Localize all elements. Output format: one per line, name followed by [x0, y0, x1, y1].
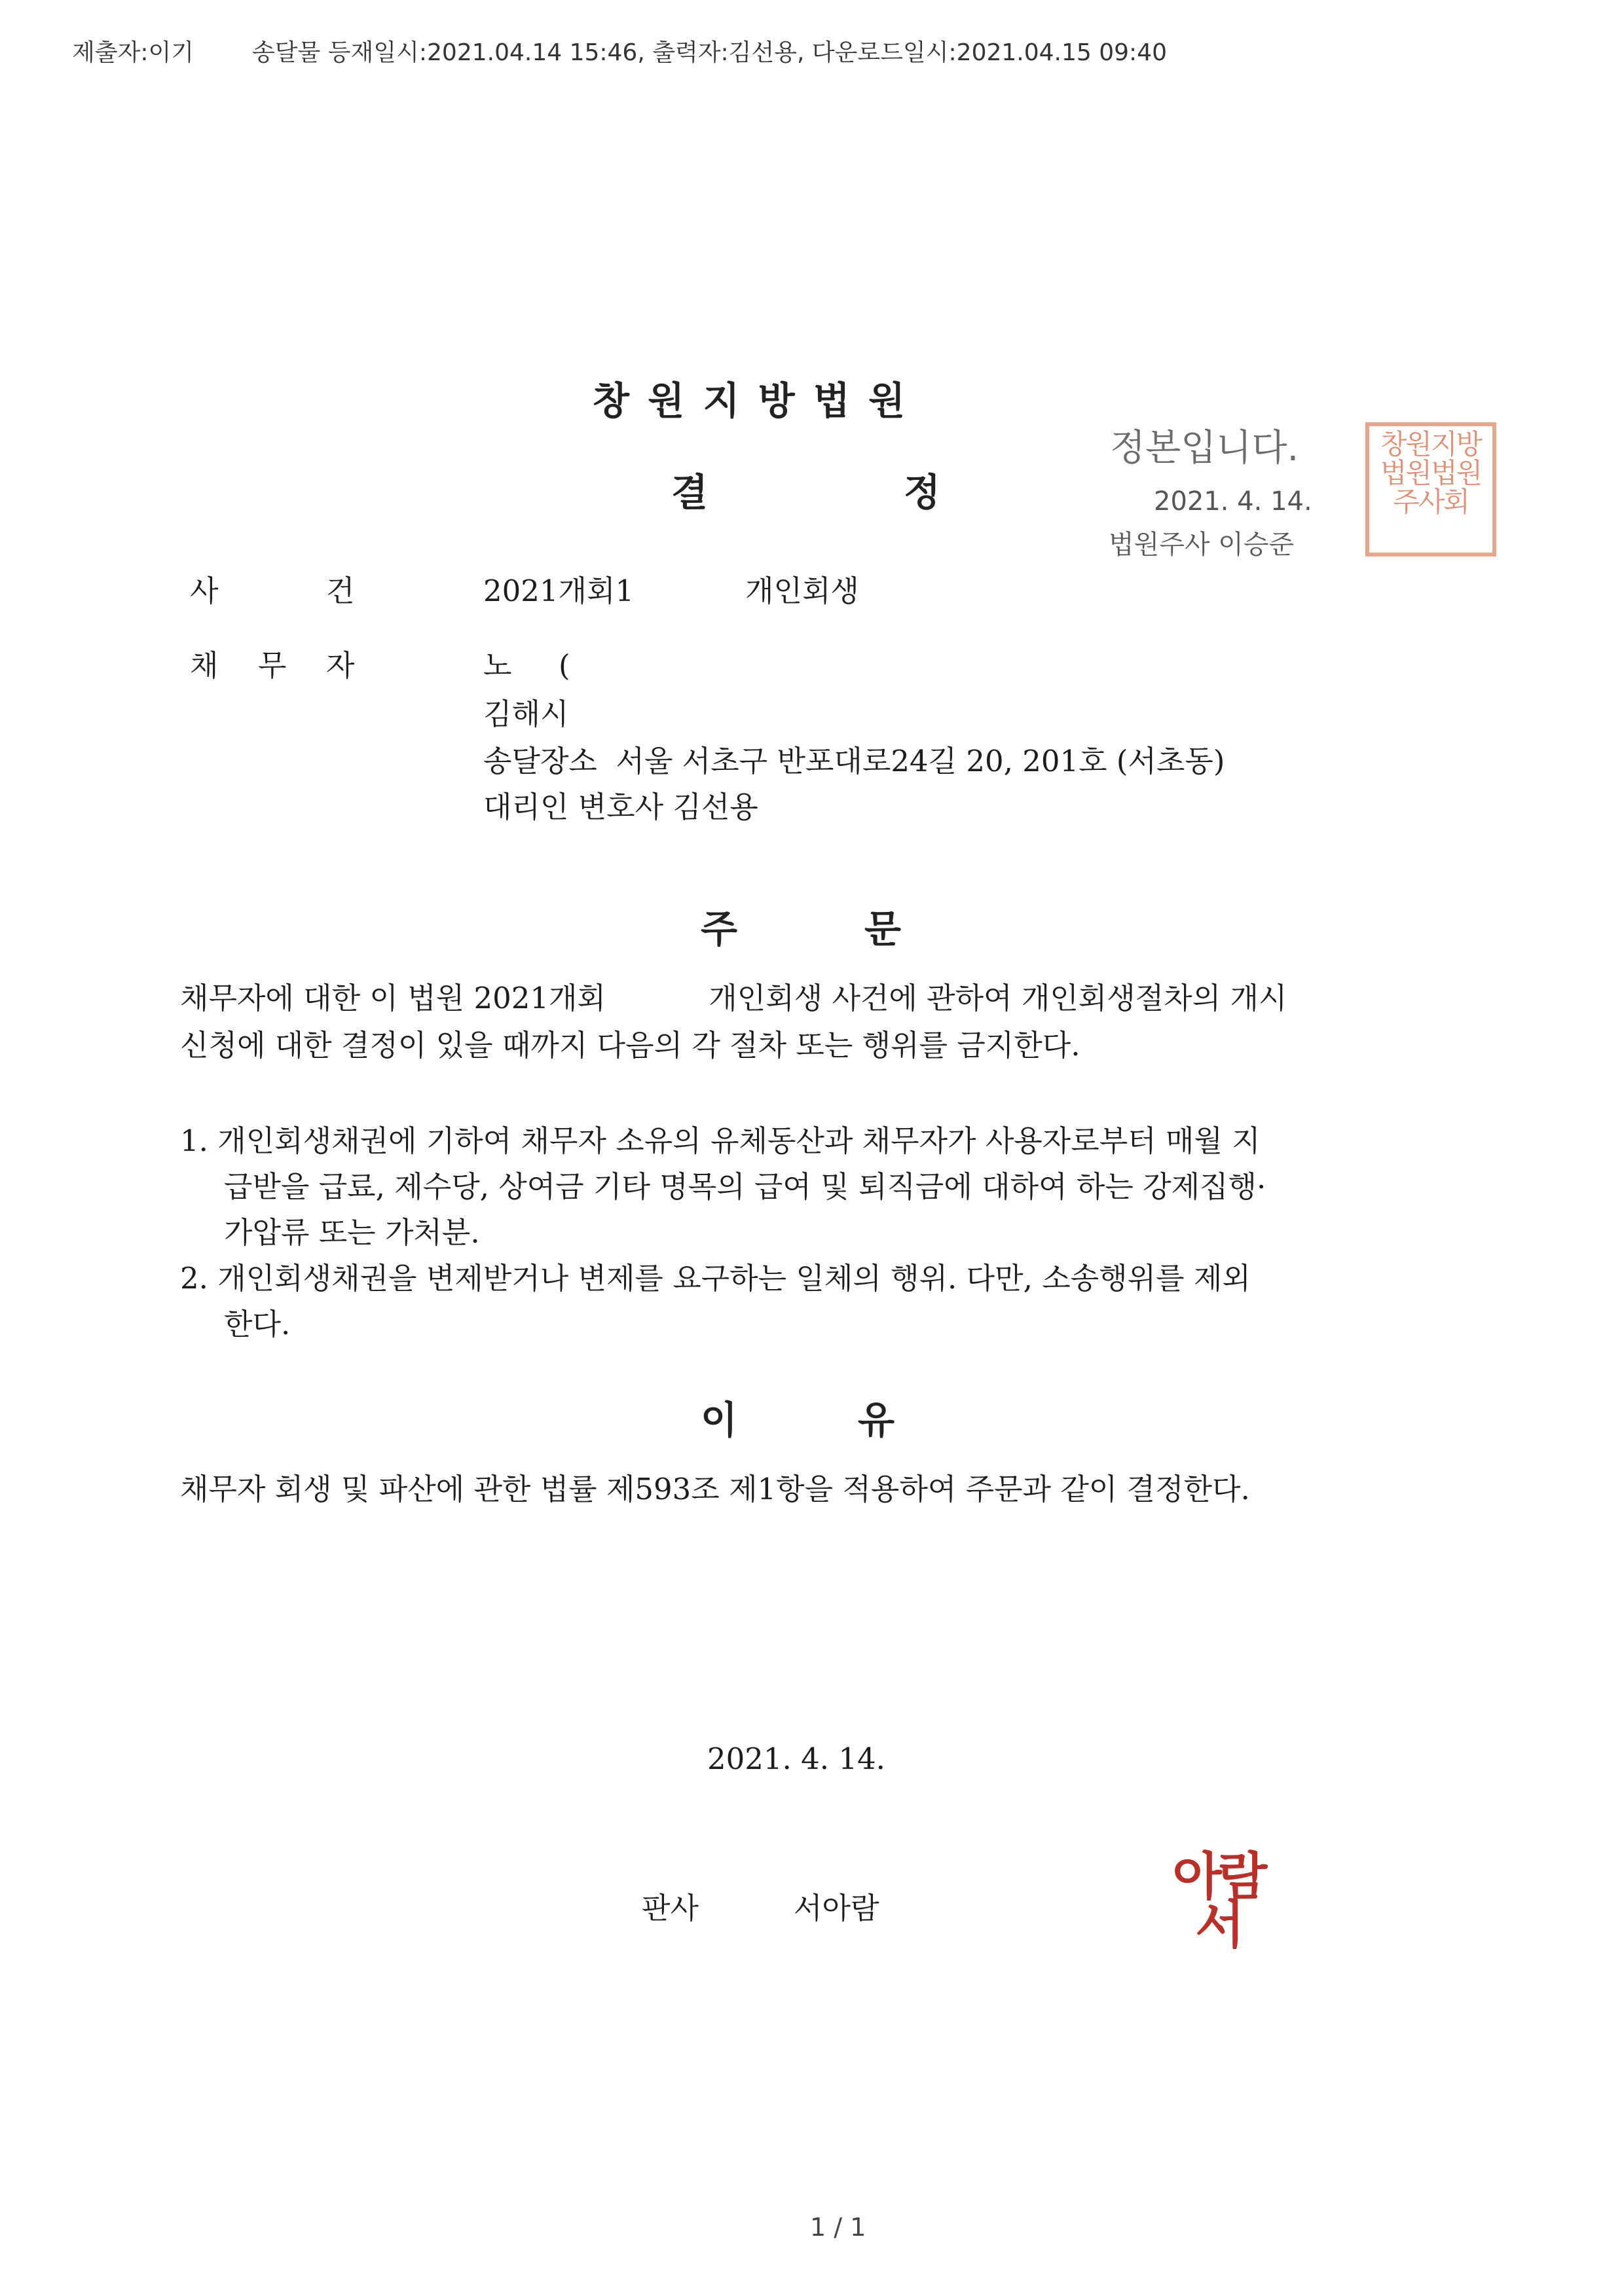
case-type: 개인회생 [745, 574, 859, 608]
transmission-info: 송달물 등재일시:2021.04.14 15:46, 출력자:김선용, 다운로드일시:2021.04.15 09:40 [252, 39, 1167, 66]
order-heading-left: 주 [701, 907, 738, 951]
debtor-agent: 대리인 변호사 김선용 [483, 790, 758, 824]
order-item-1-line-2: 급받을 급료, 제수당, 상여금 기타 명목의 급여 및 퇴직금에 대하여 하는 강제집행· [224, 1169, 1266, 1204]
order-item-2-line-2: 한다. [224, 1307, 291, 1341]
judge-name: 서아람 [794, 1891, 879, 1925]
decision-date: 2021. 4. 14. [707, 1741, 885, 1776]
order-line-2: 신청에 대한 결정이 있을 때까지 다음의 각 절차 또는 행위를 금지한다. [180, 1028, 1080, 1063]
order-item-2-line-1: 2. 개인회생채권을 변제받거나 변제를 요구하는 일체의 행위. 다만, 소송행위를 제외 [180, 1261, 1251, 1296]
case-label-right: 건 [326, 574, 355, 608]
doc-type-right: 정 [904, 470, 941, 515]
debtor-label-1: 채 [190, 648, 219, 683]
court-clerk-seal: 창원지방법원법원주사회 [1365, 422, 1496, 556]
certification-label: 정본입니다. [1110, 427, 1299, 469]
page-number: 1 / 1 [810, 2213, 866, 2242]
judge-seal: 아람서 [1172, 1848, 1264, 1956]
court-name: 창 원 지 방 법 원 [593, 378, 908, 423]
certification-date: 2021. 4. 14. [1154, 486, 1312, 517]
submitter-label: 제출자:이기 [72, 39, 194, 66]
order-item-1-line-3: 가압류 또는 가처분. [224, 1215, 480, 1250]
debtor-label-2: 무 [258, 648, 287, 683]
case-label-left: 사 [190, 574, 219, 608]
doc-type-left: 결 [671, 470, 709, 515]
debtor-address: 김해시 [483, 697, 569, 731]
debtor-label-3: 자 [326, 648, 355, 683]
certification-clerk: 법원주사 이승준 [1109, 530, 1295, 560]
order-heading-right: 문 [864, 907, 902, 951]
reason-heading-right: 유 [858, 1398, 895, 1442]
debtor-name: 노 ( [483, 648, 570, 683]
reason-text: 채무자 회생 및 파산에 관한 법률 제593조 제1항을 적용하여 주문과 같이 결정한다. [180, 1472, 1250, 1506]
reason-heading-left: 이 [701, 1398, 738, 1442]
order-item-1-line-1: 1. 개인회생채권에 기하여 채무자 소유의 유체동산과 채무자가 사용자로부터 매월 지 [180, 1123, 1261, 1158]
case-number: 2021개회1 [483, 574, 635, 608]
debtor-service-address: 송달장소 서울 서초구 반포대로24길 20, 201호 (서초동) [483, 744, 1225, 778]
order-line-1: 채무자에 대한 이 법원 2021개회 개인회생 사건에 관하여 개인회생절차의 개시 [180, 981, 1287, 1015]
judge-title: 판사 [642, 1891, 699, 1925]
